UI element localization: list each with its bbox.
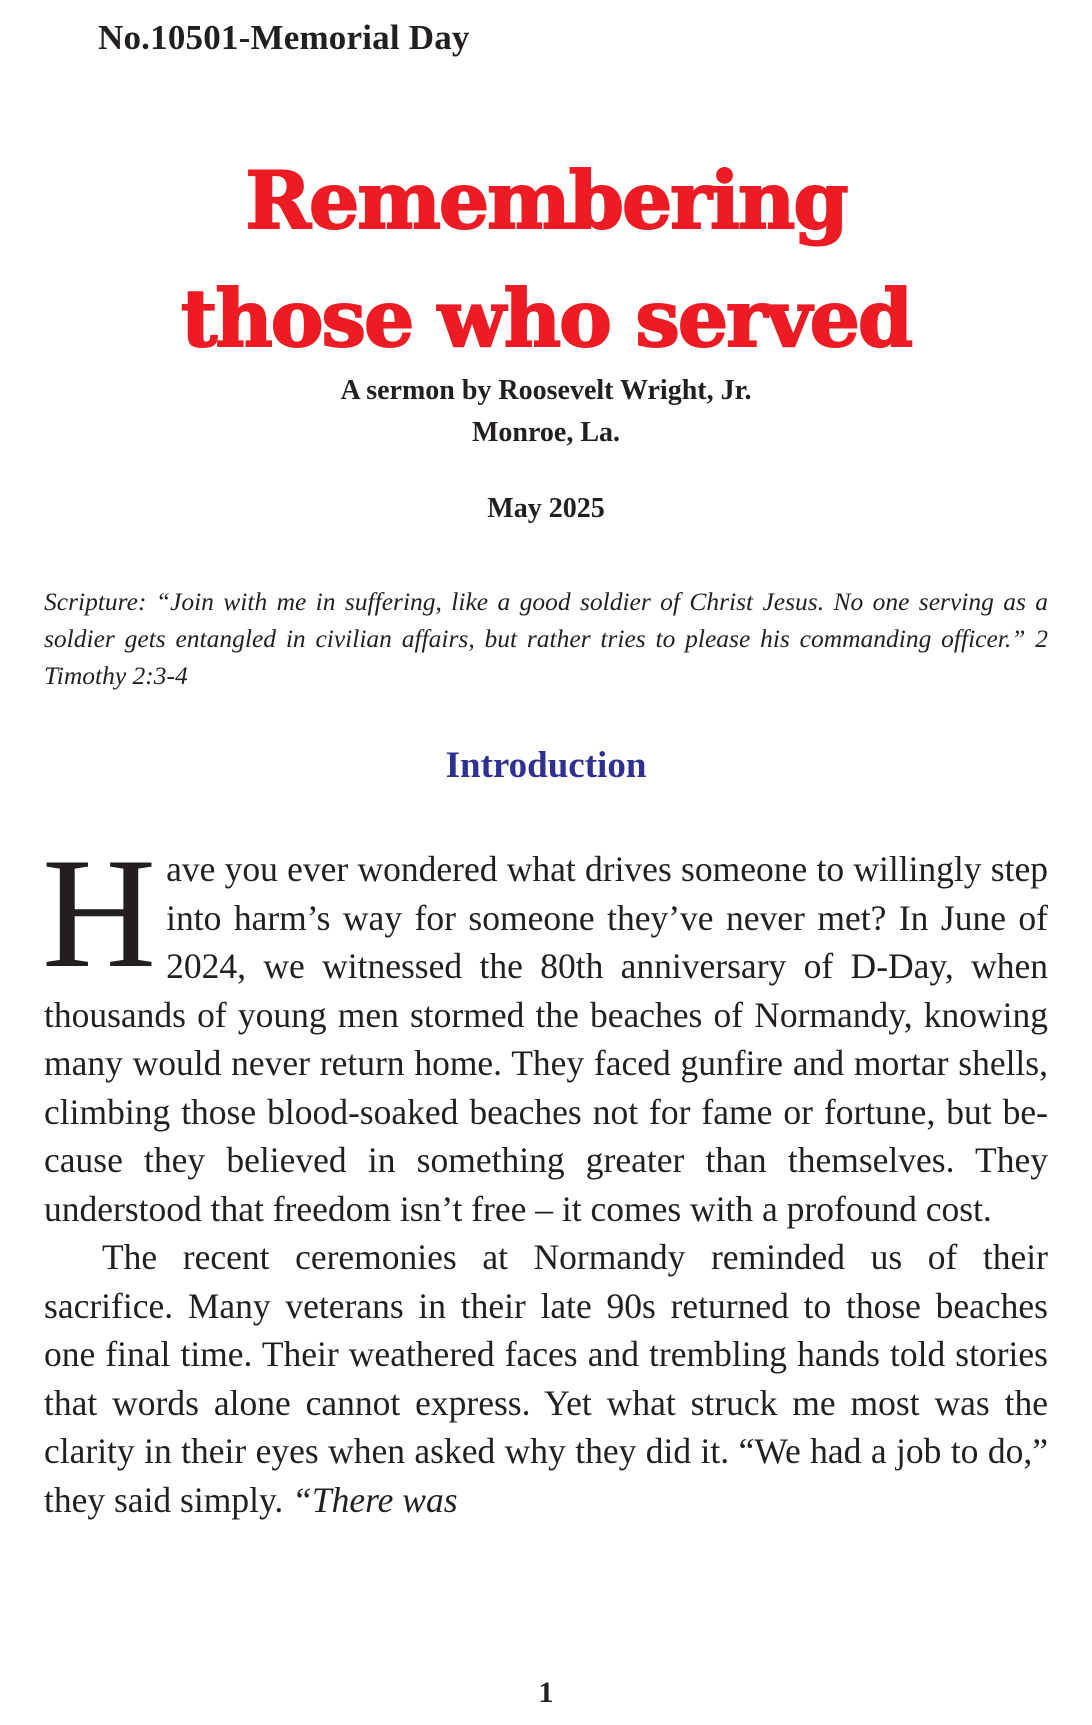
paragraph-2-italic: “There was xyxy=(292,1479,458,1520)
byline xyxy=(0,370,1092,454)
author: A sermon by Roosevelt Wright, Jr. xyxy=(340,375,752,406)
scripture-quote: Scripture: “Join with me in suffering, like a good soldier of Christ Jesus. No one serving as a soldier gets entangled in civilian affairs, but rather tries to please his commanding officer.” 2 Timothy 2:3-4 xyxy=(44,587,1048,690)
sermon-title xyxy=(0,142,1092,378)
paragraph-2 xyxy=(44,1233,1048,1524)
paragraph-1-text: ave you ever wondered what drives someone to willingly step into harm’s way for someone they’ve never met? In June of 2024, we witnessed the 80th anniversary of D-Day, when thousands of young men stormed the beaches of Normandy, knowing many would never return home. They faced gunfire and mortar shells, climbing those blood-soaked beaches not for fame or fortune, but because they believed in something greater than themselves. They understood that freedom isn’t free – it comes with a profound cost. xyxy=(44,849,1048,1229)
title-line-2: those who served xyxy=(180,272,912,365)
section-heading: Introduction xyxy=(445,745,647,786)
page-number: 1 xyxy=(538,1676,554,1709)
sermon-date: May 2025 xyxy=(487,493,605,524)
body-text xyxy=(42,826,1048,1524)
drop-cap: H xyxy=(42,826,157,1001)
series-label: No.10501-Memorial Day xyxy=(98,18,470,57)
title-line-1: Remembering xyxy=(245,154,847,247)
paragraph-2-text: The recent ceremonies at Normandy reminded us of their sacrifice. Many veterans in their late 90s returned to those beaches one final time. Their weathered faces and trembling hands told stories that words alone cannot express. Yet what struck me most was the clarity in their eyes when asked why they did it. “We had a job to do,” they said simply. xyxy=(44,1237,1048,1520)
paragraph-1 xyxy=(42,826,1048,1233)
location: Monroe, La. xyxy=(471,417,621,448)
